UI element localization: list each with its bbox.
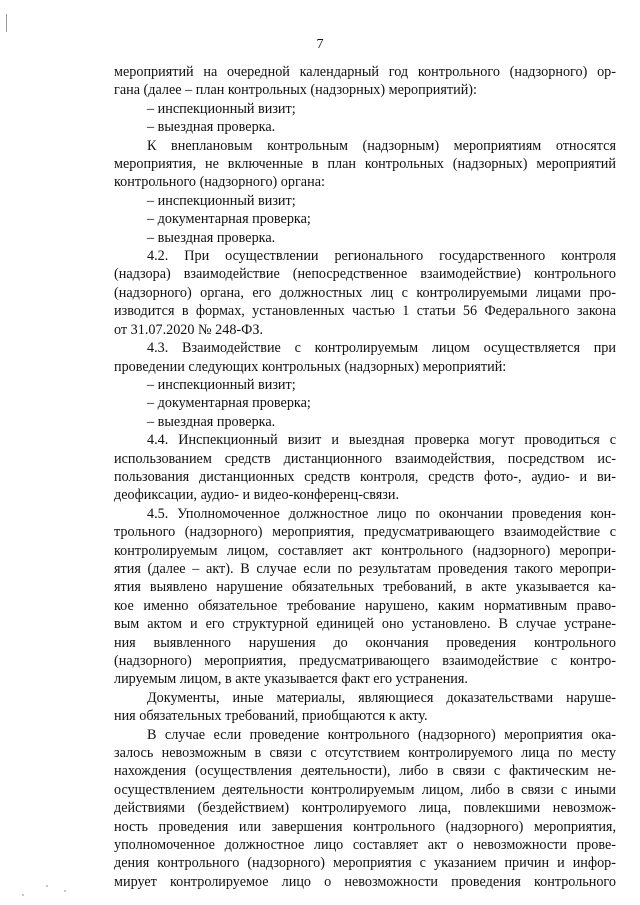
text-line: – документарная проверка; bbox=[147, 395, 311, 412]
text-line: ния выявленного нарушения до окончания проведения контрольного bbox=[114, 634, 616, 651]
text-line: контрольного (надзорного) органа: bbox=[114, 174, 325, 191]
text-line: проведении следующих контрольных (надзорных) мероприятий: bbox=[114, 358, 507, 375]
text-line: – выездная проверка. bbox=[147, 413, 276, 430]
text-line: кое именно обязательное требование нарушено, каким нормативным право- bbox=[114, 597, 616, 614]
text-line: – выездная проверка. bbox=[147, 119, 276, 136]
text-line: изводится в формах, установленных частью 1 статьи 56 Федерального закона bbox=[114, 303, 616, 320]
text-line: деофиксации, аудио- и видео-конференц-связи. bbox=[114, 487, 400, 504]
text-line: 4.3. Взаимодействие с контролируемым лицом осуществляется при bbox=[147, 340, 616, 357]
page-number: 7 bbox=[316, 37, 324, 52]
body-text bbox=[114, 63, 616, 891]
text-line: (надзорного) органа, его должностных лиц с контролируемыми лицами про- bbox=[114, 284, 616, 301]
text-line: гана (далее – план контрольных (надзорных) мероприятий): bbox=[114, 82, 477, 99]
text-line: В случае если проведение контрольного (надзорного) мероприятия ока- bbox=[147, 726, 616, 743]
text-line: мирует контролируемое лицо о невозможности проведения контрольного bbox=[114, 873, 616, 890]
text-line: мероприятия, не включенные в план контрольных (надзорных) мероприятий bbox=[114, 156, 616, 173]
text-line: ния обязательных требований, приобщаются к акту. bbox=[114, 708, 428, 725]
text-line: уполномоченное должностное лицо составляет акт о невозможности прове- bbox=[114, 837, 616, 854]
text-line: от 31.07.2020 № 248-ФЗ. bbox=[114, 321, 263, 338]
text-line: – выездная проверка. bbox=[147, 229, 276, 246]
text-line: (надзора) взаимодействие (непосредственное взаимодействие) контрольного bbox=[114, 266, 616, 283]
text-line: – инспекционный визит; bbox=[147, 100, 296, 117]
text-line: мероприятий на очередной календарный год контрольного (надзорного) ор- bbox=[114, 64, 616, 80]
text-line: Документы, иные материалы, являющиеся доказательствами наруше- bbox=[147, 689, 616, 706]
text-line: нахождения (осуществления деятельности), либо в связи с фактическим не- bbox=[114, 763, 616, 780]
text-line: использованием средств дистанционного взаимодействия, посредством ис- bbox=[114, 450, 616, 467]
text-line: ятия (далее – акт). В случае если по результатам проведения такого меропри- bbox=[114, 560, 616, 577]
text-line: (надзорного) мероприятия, предусматривающего взаимодействие с контро- bbox=[114, 653, 616, 669]
text-line: дения контрольного (надзорного) мероприятия с указанием причин и инфор- bbox=[114, 855, 616, 872]
scan-dust-dot bbox=[22, 894, 24, 896]
text-line: лируемым лицом, в акте указывается факт его устранения. bbox=[114, 671, 468, 688]
scan-edge-mark bbox=[6, 14, 7, 32]
text-line: 4.4. Инспекционный визит и выездная проверка могут проводиться с bbox=[147, 432, 616, 449]
text-line: – документарная проверка; bbox=[147, 211, 311, 228]
text-line: К внеплановым контрольным (надзорным) мероприятиям относятся bbox=[147, 137, 616, 154]
text-line: 4.2. При осуществлении регионального государственного контроля bbox=[147, 248, 616, 265]
text-line: ность проведения или завершения контрольного (надзорного) мероприятия, bbox=[114, 818, 616, 835]
text-line: – инспекционный визит; bbox=[147, 192, 296, 209]
text-line: ятия выявлено нарушение обязательных требований, в акте указывается ка- bbox=[114, 579, 616, 596]
text-line: – инспекционный визит; bbox=[147, 376, 296, 393]
text-line: вым актом и его структурной единицей оно установлено. В случае устране- bbox=[114, 616, 616, 633]
text-line: залось невозможным в связи с отсутствием контролируемого лица по месту bbox=[114, 745, 616, 762]
text-line: действиями (бездействием) контролируемого лица, повлекшими невозмож- bbox=[114, 800, 616, 817]
text-line: контролируемым лицом, составляет акт контрольного (надзорного) меропри- bbox=[114, 542, 616, 559]
scan-dust-dot bbox=[64, 890, 66, 892]
scan-dust-dot bbox=[46, 885, 48, 887]
text-line: пользования дистанционных средств контроля, средств фото-, аудио- и ви- bbox=[114, 468, 616, 485]
text-line: осуществлением деятельности контролируемым лицом, либо в связи с иными bbox=[114, 781, 616, 798]
text-line: трольного (надзорного) мероприятия, предусматривающего взаимодействие с bbox=[114, 524, 616, 541]
text-line: 4.5. Уполномоченное должностное лицо по окончании проведения кон- bbox=[147, 505, 616, 522]
